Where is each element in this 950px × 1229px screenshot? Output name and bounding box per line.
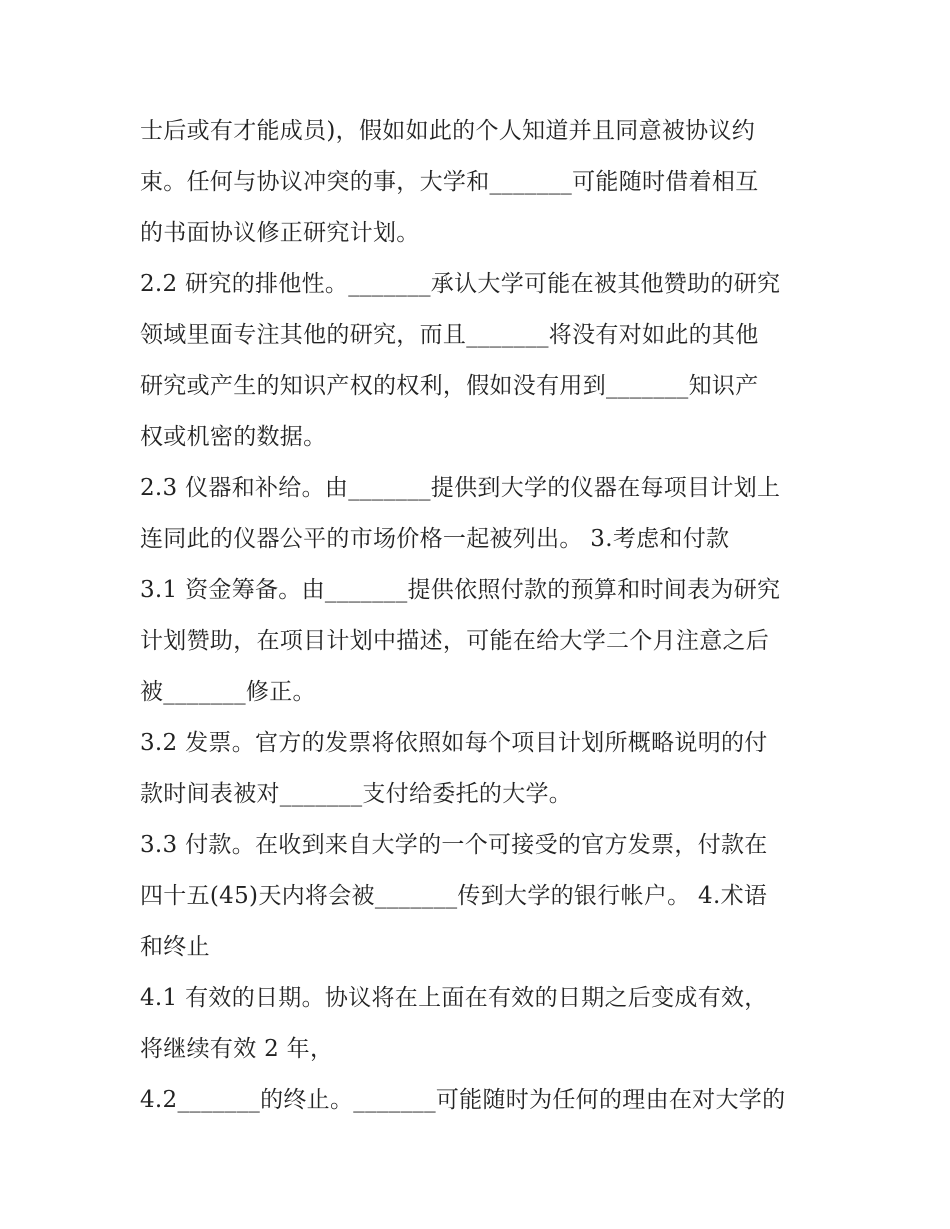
text-line: 权或机密的数据。	[140, 424, 327, 450]
text-line: 款时间表被对_______支付给委托的大学。	[140, 781, 573, 807]
text-line: 的书面协议修正研究计划。	[140, 220, 420, 246]
text-line: 束。任何与协议冲突的事，大学和_______可能随时借着相互	[140, 169, 759, 195]
text-line: 领域里面专注其他的研究，而且_______将没有对如此的其他	[140, 322, 759, 348]
text-line: 4.2_______的终止。_______可能随时为任何的理由在对大学的	[140, 1087, 786, 1113]
text-line: 研究或产生的知识产权的权利，假如没有用到_______知识产	[140, 373, 759, 399]
text-line: 将继续有效 2 年，	[140, 1036, 334, 1062]
text-line: 4.1 有效的日期。协议将在上面在有效的日期之后变成有效，	[140, 985, 768, 1011]
text-line: 士后或有才能成员)，假如如此的个人知道并且同意被协议约	[140, 118, 756, 144]
text-line: 3.2 发票。官方的发票将依照如每个项目计划所概略说明的付	[140, 730, 768, 756]
text-line: 和终止	[140, 934, 210, 960]
text-line: 被_______修正。	[140, 679, 316, 705]
text-line: 3.3 付款。在收到来自大学的一个可接受的官方发票，付款在	[140, 832, 768, 858]
text-line: 2.3 仪器和补给。由_______提供到大学的仪器在每项目计划上	[140, 475, 781, 501]
text-line: 四十五(45)天内将会被_______传到大学的银行帐户。 4.术语	[140, 883, 768, 909]
text-line: 3.1 资金筹备。由_______提供依照付款的预算和时间表为研究	[140, 577, 781, 603]
text-line: 连同此的仪器公平的市场价格一起被列出。 3.考虑和付款	[140, 526, 730, 552]
text-line: 计划赞助，在项目计划中描述，可能在给大学二个月注意之后	[140, 628, 770, 654]
text-line: 2.2 研究的排他性。_______承认大学可能在被其他赞助的研究	[140, 271, 781, 297]
